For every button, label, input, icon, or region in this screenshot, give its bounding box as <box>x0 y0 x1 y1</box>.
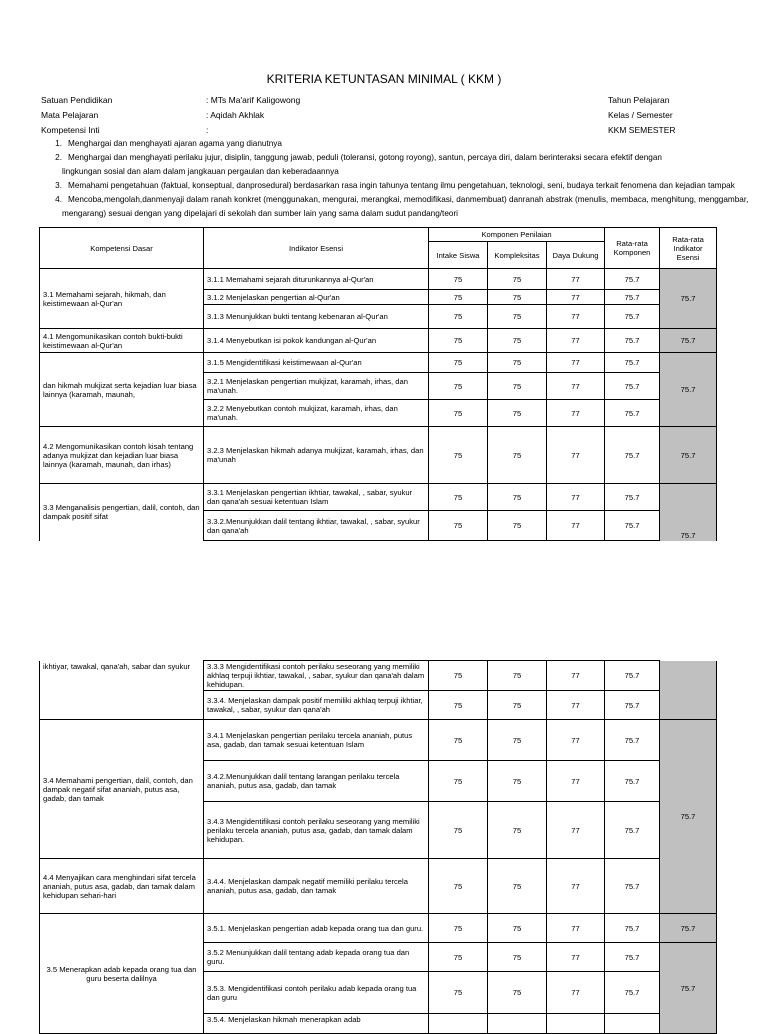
indikator-cell: 3.5.2 Menunjukkan dalil tentang adab kepada orang tua dan guru. <box>204 943 429 972</box>
table-row <box>40 859 717 914</box>
ki-item <box>40 137 762 151</box>
meta-kelas-semester: Kelas / Semester <box>608 110 673 120</box>
indikator-cell: 3.5.4. Menjelaskan hikmah menerapkan adab <box>204 1014 429 1034</box>
indikator-cell: 3.4.2.Menunjukkan dalil tentang larangan perilaku tercela ananiah, putus asa, gadab, dan tamak <box>204 761 429 802</box>
daya-dukung-cell: 77 <box>547 761 605 802</box>
intake-cell: 75 <box>429 400 488 427</box>
header-komponen-penilaian: Komponen Penilaian <box>429 228 605 242</box>
ki-text: Menghargai dan menghayati perilaku jujur, disiplin, tanggung jawab, peduli (toleransi, gotong royong), santun, percaya diri, dalam berinteraksi secara efektif dengan <box>68 153 662 162</box>
page-title: KRITERIA KETUNTASAN MINIMAL ( KKM ) <box>266 72 502 86</box>
indikator-cell: 3.3.4. Menjelaskan dampak positif memiliki akhlaq terpuji ikhtiar, tawakal, , sabar, syukur dan qana'ah <box>204 691 429 720</box>
indikator-cell: 3.3.3 Mengidentifikasi contoh perilaku seseorang yang memiliki akhlaq terpuji ikhtiar, tawakal, , sabar, syukur dan qana'ah dalam kehidupan. <box>204 661 429 691</box>
intake-cell: 75 <box>429 290 488 305</box>
kkm-table-part-1 <box>39 227 717 541</box>
ki-item <box>40 179 762 193</box>
ki-num: 4. <box>55 195 62 204</box>
rata-indikator-cell: 75.7 <box>660 914 717 943</box>
rata-komponen-cell: 75.7 <box>605 859 660 914</box>
ki-num: 3. <box>55 181 62 190</box>
meta-kkm-semester: KKM SEMESTER <box>608 125 676 135</box>
kompleksitas-cell: 75 <box>488 691 547 720</box>
indikator-cell: 3.1.4 Menyebutkan isi pokok kandungan al-Qur'an <box>204 329 429 353</box>
kd-cell: 4.2 Mengomunikasikan contoh kisah tentang adanya mukjizat dan kejadian luar biasa lainnya (karamah, maunah, dan irhas) <box>40 427 204 484</box>
kompleksitas-cell: 75 <box>488 305 547 329</box>
intake-cell: 75 <box>429 373 488 400</box>
ki-num: 1. <box>55 139 62 148</box>
daya-dukung-cell: 77 <box>547 859 605 914</box>
kompleksitas-cell: 75 <box>488 484 547 511</box>
daya-dukung-cell: 77 <box>547 329 605 353</box>
intake-cell: 75 <box>429 269 488 290</box>
kompleksitas-cell: 75 <box>488 329 547 353</box>
ki-text-cont: lingkungan sosial dan alam dalam jangkauan pergaulan dan keberadaannya <box>62 167 339 176</box>
rata-komponen-cell: 75.7 <box>605 802 660 859</box>
daya-dukung-cell: 77 <box>547 972 605 1014</box>
table-row <box>40 484 717 511</box>
kompleksitas-cell: 75 <box>488 373 547 400</box>
page-break-gap <box>0 549 768 660</box>
kompleksitas-cell: 75 <box>488 761 547 802</box>
ki-text: Memahami pengetahuan (faktual, konseptual, danprosedural) berdasarkan rasa ingin tahunya tentang ilmu pengetahuan, teknologi, seni, budaya terkait fenomena dan kejadian tampak <box>68 181 735 190</box>
kompleksitas-cell: 75 <box>488 943 547 972</box>
daya-dukung-cell: 77 <box>547 373 605 400</box>
indikator-cell: 3.3.2.Menunjukkan dalil tentang ikhtiar, tawakal, , sabar, syukur dan qana'ah <box>204 511 429 541</box>
header-rata-komponen: Rata-rata Komponen <box>605 228 660 269</box>
indikator-cell: 3.4.4. Menjelaskan dampak negatif memiliki perilaku tercela ananiah, putus asa, gadab, dan tamak <box>204 859 429 914</box>
rata-komponen-cell: 75.7 <box>605 511 660 541</box>
kd-cell: 3.5 Menerapkan adab kepada orang tua dan guru beserta dalilnya <box>40 914 204 1034</box>
rata-komponen-cell: 75.7 <box>605 691 660 720</box>
intake-cell: 75 <box>429 972 488 1014</box>
daya-dukung-cell: 77 <box>547 802 605 859</box>
kompetensi-inti-list <box>40 137 762 221</box>
intake-cell: 75 <box>429 353 488 373</box>
kd-cell: 3.3 Menganalisis pengertian, dalil, contoh, dan dampak positif sifat <box>40 484 204 541</box>
daya-dukung-cell: 77 <box>547 269 605 290</box>
intake-cell: 75 <box>429 511 488 541</box>
kompleksitas-cell: 75 <box>488 427 547 484</box>
kompleksitas-cell: 75 <box>488 661 547 691</box>
rata-indikator-cell: 75.7 <box>660 329 717 353</box>
meta-label-ki: Kompetensi Inti <box>41 125 100 135</box>
rata-komponen-cell: 75.7 <box>605 761 660 802</box>
kompleksitas-cell: 75 <box>488 511 547 541</box>
intake-cell: 75 <box>429 720 488 761</box>
intake-cell: 75 <box>429 914 488 943</box>
indikator-cell: 3.4.1 Menjelaskan pengertian perilaku tercela ananiah, putus asa, gadab, dan tamak sesuai ketentuan Islam <box>204 720 429 761</box>
rata-komponen-cell: 75.7 <box>605 353 660 373</box>
rata-komponen-cell: 75.7 <box>605 484 660 511</box>
daya-dukung-cell: 77 <box>547 914 605 943</box>
indikator-cell: 3.1.2 Menjelaskan pengertian al-Qur'an <box>204 290 429 305</box>
daya-dukung-cell: 77 <box>547 290 605 305</box>
kompleksitas-cell: 75 <box>488 972 547 1014</box>
indikator-cell: 3.3.1 Menjelaskan pengertian ikhtiar, tawakal, , sabar, syukur dan qana'ah sesuai ketentuan Islam <box>204 484 429 511</box>
kompleksitas-cell: 75 <box>488 269 547 290</box>
rata-komponen-cell: 75.7 <box>605 720 660 761</box>
indikator-cell: 3.1.1 Memahami sejarah diturunkannya al-Qur'an <box>204 269 429 290</box>
meta-value-satuan: : MTs Ma'arif Kaligowong <box>206 95 301 105</box>
rata-komponen-cell: 75.7 <box>605 329 660 353</box>
meta-value-mapel: : Aqidah Akhlak <box>206 110 265 120</box>
kkm-table-part-2 <box>39 660 717 1034</box>
table-row <box>40 269 717 290</box>
ki-item <box>40 193 762 207</box>
kompleksitas-cell: 75 <box>488 859 547 914</box>
kd-cell: 3.4 Memahami pengertian, dalil, contoh, dan dampak negatif sifat ananiah, putus asa, gadab, dan tamak <box>40 720 204 859</box>
table-row <box>40 427 717 484</box>
indikator-cell: 3.4.3 Mengidentifikasi contoh perilaku seseorang yang memiliki perilaku tercela ananiah, putus asa, gadab, dan tamak dalam kehidupan. <box>204 802 429 859</box>
rata-indikator-cell: 75.7 <box>660 943 717 1034</box>
rata-komponen-cell: 75.7 <box>605 661 660 691</box>
intake-cell: 75 <box>429 859 488 914</box>
intake-cell: 75 <box>429 484 488 511</box>
rata-komponen-cell: 75.7 <box>605 972 660 1014</box>
meta-tahun-pelajaran: Tahun Pelajaran <box>608 95 670 105</box>
daya-dukung-cell: 77 <box>547 691 605 720</box>
intake-cell: 75 <box>429 329 488 353</box>
daya-dukung-cell: 77 <box>547 720 605 761</box>
rata-komponen-cell: 75.7 <box>605 290 660 305</box>
ki-text: Menghargai dan menghayati ajaran agama yang dianutnya <box>68 139 282 148</box>
header-indikator-esensi: Indikator Esensi <box>204 228 429 269</box>
kompleksitas-cell: 75 <box>488 914 547 943</box>
kd-cell: 4.1 Mengomunikasikan contoh bukti-bukti keistimewaan al-Qur'an <box>40 329 204 353</box>
indikator-cell: 3.2.2 Menyebutkan contoh mukjizat, karamah, irhas, dan ma'unah. <box>204 400 429 427</box>
indikator-cell: 3.2.1 Menjelaskan pengertian mukjizat, karamah, irhas, dan ma'unah. <box>204 373 429 400</box>
daya-dukung-cell: 77 <box>547 943 605 972</box>
daya-dukung-cell: 77 <box>547 353 605 373</box>
meta-label-mapel: Mata Pelajaran <box>41 110 99 120</box>
rata-komponen-cell: 75.7 <box>605 914 660 943</box>
table-row <box>40 914 717 943</box>
intake-cell: 75 <box>429 661 488 691</box>
rata-komponen-cell: 75.7 <box>605 305 660 329</box>
header-kompetensi-dasar: Kompetensi Dasar <box>40 228 204 269</box>
kompleksitas-cell: 75 <box>488 802 547 859</box>
daya-dukung-cell: 77 <box>547 427 605 484</box>
rata-indikator-cell: 75.7 <box>660 269 717 329</box>
daya-dukung-cell: 77 <box>547 400 605 427</box>
rata-indikator-cell: 75.7 <box>660 720 717 914</box>
daya-dukung-cell: 77 <box>547 484 605 511</box>
ki-text: Mencoba,mengolah,danmenyaji dalam ranah konkret (menggunakan, mengurai, merangkai, memodifikasi, danmembuat) danranah abstrak (menulis, membaca, menghitung, menggambar, <box>68 195 749 204</box>
kd-cell: dan hikmah mukjizat serta kejadian luar biasa lainnya (karamah, maunah, <box>40 353 204 427</box>
rata-komponen-cell: 75.7 <box>605 400 660 427</box>
rata-komponen-cell: 75.7 <box>605 427 660 484</box>
intake-cell: 75 <box>429 427 488 484</box>
ki-num: 2. <box>55 153 62 162</box>
rata-indikator-cell: 75.7 <box>660 427 717 484</box>
indikator-cell: 3.1.5 Mengidentifikasi keistimewaan al-Qur'an <box>204 353 429 373</box>
intake-cell: 75 <box>429 802 488 859</box>
ki-text-cont: mengarang) sesuai dengan yang dipelajari di sekolah dan sumber lain yang sama dalam sudut pandang/teori <box>62 209 458 218</box>
indikator-cell: 3.2.3 Menjelaskan hikmah adanya mukjizat, karamah, irhas, dan ma'unah <box>204 427 429 484</box>
indikator-cell: 3.5.1. Menjelaskan pengertian adab kepada orang tua dan guru. <box>204 914 429 943</box>
table-row <box>40 720 717 761</box>
kompleksitas-cell: 75 <box>488 720 547 761</box>
rata-komponen-cell: 75.7 <box>605 269 660 290</box>
kd-cell: ikhtiyar, tawakal, qana'ah, sabar dan syukur <box>40 661 204 720</box>
kompleksitas-cell: 75 <box>488 290 547 305</box>
daya-dukung-cell: 77 <box>547 305 605 329</box>
meta-label-satuan: Satuan Pendidikan <box>41 95 113 105</box>
daya-dukung-cell: 77 <box>547 511 605 541</box>
rata-komponen-cell: 75.7 <box>605 373 660 400</box>
intake-cell: 75 <box>429 305 488 329</box>
ki-item <box>40 151 762 165</box>
header-intake: Intake Siswa <box>429 242 488 269</box>
intake-cell: 75 <box>429 691 488 720</box>
table-row <box>40 661 717 691</box>
daya-dukung-cell: 77 <box>547 661 605 691</box>
kompleksitas-cell: 75 <box>488 353 547 373</box>
rata-indikator-cell <box>660 661 717 720</box>
rata-indikator-cell: 75.7 <box>660 353 717 427</box>
kompleksitas-cell: 75 <box>488 400 547 427</box>
meta-value-ki: : <box>206 125 209 135</box>
header-kompleksitas: Kompleksitas <box>488 242 547 269</box>
rata-komponen-cell: 75.7 <box>605 943 660 972</box>
intake-cell: 75 <box>429 761 488 802</box>
rata-indikator-cell: 75.7 <box>660 484 717 541</box>
table-row <box>40 329 717 353</box>
intake-cell: 75 <box>429 943 488 972</box>
table-row <box>40 353 717 373</box>
header-daya-dukung: Daya Dukung <box>547 242 605 269</box>
indikator-cell: 3.1.3 Menunjukkan bukti tentang kebenaran al-Qur'an <box>204 305 429 329</box>
indikator-cell: 3.5.3. Mengidentifikasi contoh perilaku adab kepada orang tua dan guru <box>204 972 429 1014</box>
header-rata-indikator: Rata-rata Indikator Esensi <box>660 228 717 269</box>
kd-cell: 4.4 Menyajikan cara menghindari sifat tercela ananiah, putus asa, gadab, dan tamak dalam kehidupan sehari-hari <box>40 859 204 914</box>
kd-cell: 3.1 Memahami sejarah, hikmah, dan keistimewaan al-Qur'an <box>40 269 204 329</box>
